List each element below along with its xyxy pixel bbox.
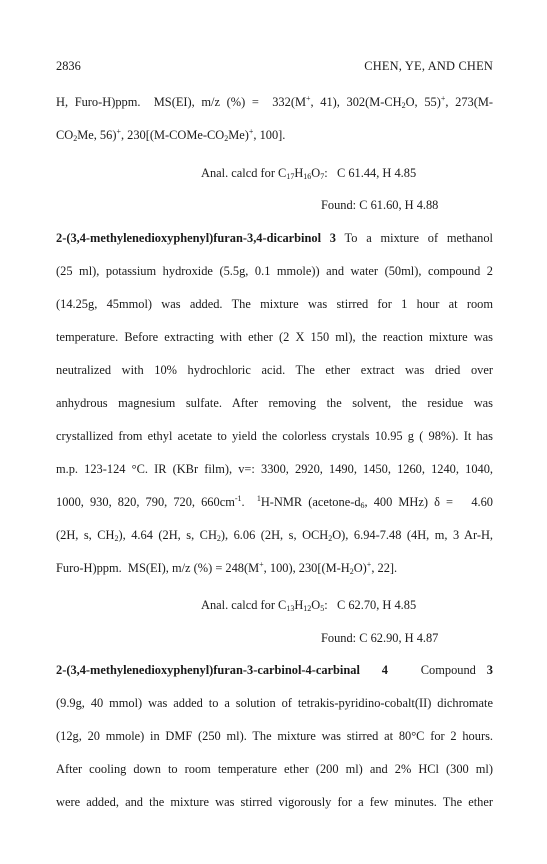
text-line: were added, and the mixture was stirred vigorously for a few minutes. The ether (56, 795, 493, 809)
text-line: crystallized from ethyl acetate to yield the colorless crystals 10.95 g ( 98%). It has (56, 429, 493, 443)
text-line: temperature. Before extracting with ether (2 X 150 ml), the reaction mixture was (56, 330, 493, 344)
text-line: (25 ml), potassium hydroxide (5.5g, 0.1 mmole)) and water (50ml), compound 2 (56, 264, 493, 278)
text-line: (14.25g, 45mmol) was added. The mixture was stirred for 1 hour at room (56, 297, 493, 311)
text-line: 1000, 930, 820, 790, 720, $660cm^{-1}$. $^1$H-NMR ($acetone-d_6$, 400 MHz) δ = 4.60 (56, 494, 494, 510)
analysis-calcd: Anal. calcd for $C_{17}H_{16}O_7$: C 61.44, H 4.85 (201, 166, 417, 181)
page-number: 2836 (56, 59, 81, 73)
text-line: m.p. 123-124 °C. IR (KBr film), v=: 3300, 2920, 1490, 1450, 1260, 1240, 1040, (56, 462, 493, 476)
text-line: H, Furo-H)ppm. MS(EI), m/z (%) = 332(M+, 41), $302(M-CH_2O$, 55)+, 273(M- (56, 94, 493, 110)
text-line: anhydrous magnesium sulfate. After removing the solvent, the residue was (56, 396, 493, 410)
running-header (56, 59, 493, 75)
text-line: After cooling down to room temperature ether (200 ml) and 2% HCl (300 ml) (56, 762, 493, 776)
text-line: 2-(3,4-methylenedioxyphenyl)furan-3,4-dicarbinol 3 To a mixture of methanol (56, 231, 494, 245)
text-line: (9.9g, 40 mmol) was added to a solution of tetrakis-pyridino-cobalt(II) dichromate (56, 696, 493, 710)
analysis-found: Found: C 62.90, H 4.87 (321, 631, 439, 645)
text-line: Furo-H)ppm. MS(EI), m/z (%) = 248(M+, 100), $230[(M-H_2O)^+$, 22]. (56, 560, 398, 576)
text-line: (12g, 20 mmole) in DMF (250 ml). The mixture was stirred at 80°C for 2 hours. (56, 729, 493, 743)
text-line: $CO_2Me$, 56)+, $230[(M-COMe-CO_2Me)^+$, 100]. (56, 127, 286, 143)
running-title-authors: CHEN, YE, AND CHEN (364, 59, 493, 73)
text-line: neutralized with 10% hydrochloric acid. The ether extract was dried over (56, 363, 493, 377)
text-line: 2-(3,4-methylenedioxyphenyl)furan-3-carbinol-4-carbinal 4 Compound 3 (56, 663, 493, 677)
analysis-found: Found: C 61.60, H 4.88 (321, 198, 439, 212)
analysis-calcd: Anal. calcd for $C_{13}H_{12}O_5$: C 62.70, H 4.85 (201, 598, 417, 613)
text-line: (2H, s, $CH_2$), 4.64 (2H, s, $CH_2$), 6.06 (2H, s, $OCH_2O$), 6.94-7.48 (4H, m, 3 Ar-H, (56, 528, 493, 543)
